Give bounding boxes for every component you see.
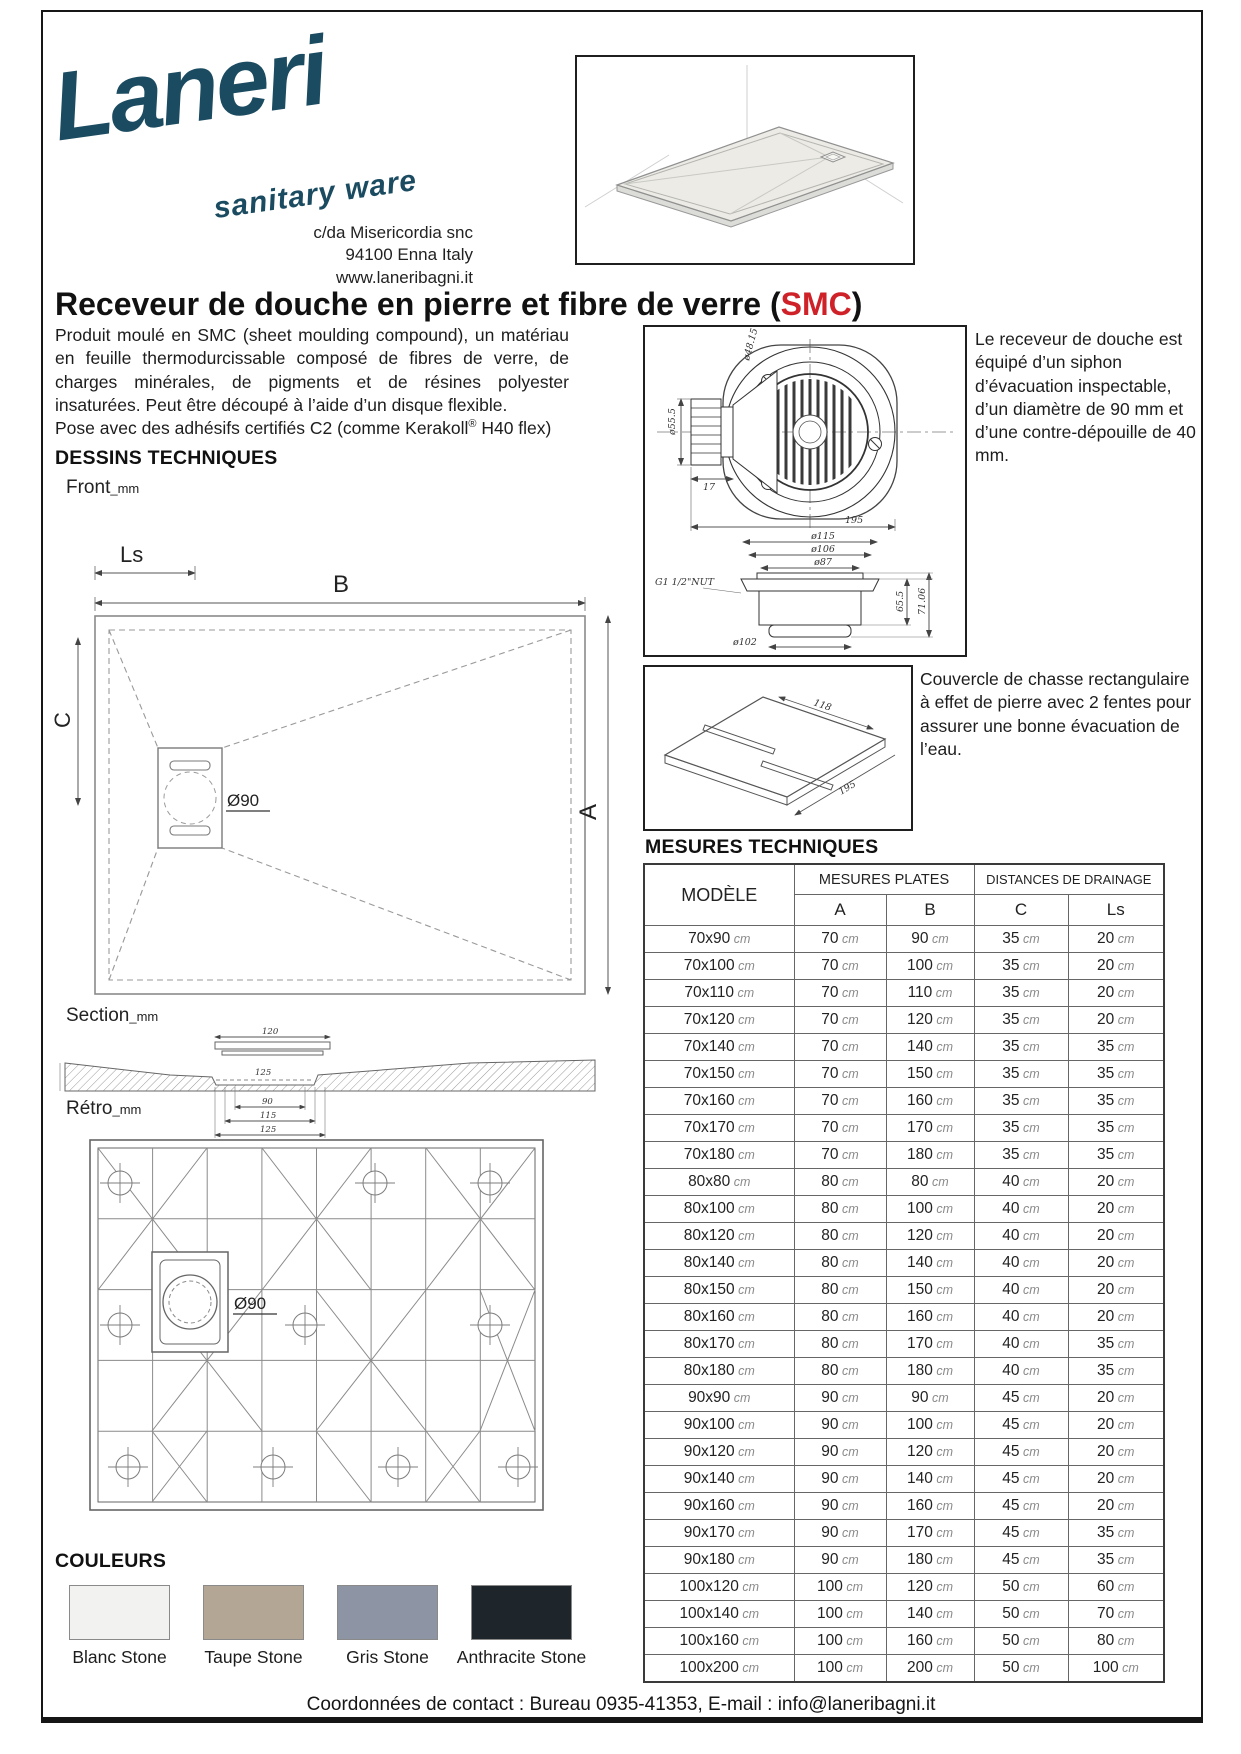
company-address <box>230 222 473 289</box>
smc-highlight: SMC <box>780 286 852 322</box>
address-line: c/da Misericordia snc <box>313 223 473 242</box>
cell-value: 80 cm <box>1068 1628 1164 1655</box>
cell-value: 35 cm <box>1068 1142 1164 1169</box>
cell-value: 170 cm <box>886 1520 974 1547</box>
siphon-dim-48: ø48.15 <box>741 327 761 362</box>
cell-value: 35 cm <box>974 1088 1068 1115</box>
color-label: Blanc Stone <box>72 1647 167 1667</box>
color-swatch <box>471 1585 572 1640</box>
brand-logo: Laneri <box>45 15 332 162</box>
cell-value: 90 cm <box>886 1385 974 1412</box>
color-label: Taupe Stone <box>204 1647 303 1667</box>
cell-value: 170 cm <box>886 1115 974 1142</box>
cell-value: 40 cm <box>974 1304 1068 1331</box>
cell-value: 35 cm <box>974 1061 1068 1088</box>
section-heading-dessins: DESSINS TECHNIQUES <box>55 447 278 469</box>
color-label: Gris Stone <box>346 1647 429 1667</box>
cell-value: 110 cm <box>886 980 974 1007</box>
table-row <box>644 1628 1164 1655</box>
cell-value: 35 cm <box>974 1115 1068 1142</box>
cell-model: 70x180 cm <box>644 1142 794 1169</box>
cell-model: 70x120 cm <box>644 1007 794 1034</box>
tray-3d-icon <box>577 57 909 259</box>
cell-value: 35 cm <box>1068 1520 1164 1547</box>
couvercle-drawing-box <box>643 665 913 831</box>
cell-value: 80 cm <box>794 1304 886 1331</box>
cell-value: 100 cm <box>886 953 974 980</box>
front-drain-label: Ø90 <box>227 791 260 810</box>
table-row <box>644 953 1164 980</box>
front-drawing-label: Front_mm <box>66 477 140 498</box>
cell-value: 45 cm <box>974 1412 1068 1439</box>
cell-value: 70 cm <box>794 980 886 1007</box>
cell-value: 20 cm <box>1068 1439 1164 1466</box>
retro-drain-label: Ø90 <box>234 1294 267 1313</box>
table-row <box>644 1358 1164 1385</box>
cell-model: 80x120 cm <box>644 1223 794 1250</box>
cell-value: 120 cm <box>886 1223 974 1250</box>
cell-value: 50 cm <box>974 1655 1068 1683</box>
cell-model: 90x120 cm <box>644 1439 794 1466</box>
cell-value: 90 cm <box>794 1493 886 1520</box>
cell-value: 20 cm <box>1068 926 1164 953</box>
cell-model: 100x120 cm <box>644 1574 794 1601</box>
hero-tray-drawing <box>575 55 915 265</box>
cell-value: 60 cm <box>1068 1574 1164 1601</box>
siphon-dim-17: 17 <box>703 482 716 493</box>
table-row <box>644 1223 1164 1250</box>
siphon-dim-55: ø55.5 <box>667 408 678 435</box>
cell-value: 150 cm <box>886 1061 974 1088</box>
cell-value: 40 cm <box>974 1196 1068 1223</box>
column-header-modele: MODÈLE <box>644 864 794 926</box>
cell-value: 90 cm <box>794 1385 886 1412</box>
cell-value: 50 cm <box>974 1601 1068 1628</box>
color-swatch <box>69 1585 170 1640</box>
cell-value: 160 cm <box>886 1088 974 1115</box>
table-row <box>644 926 1164 953</box>
table-row <box>644 1304 1164 1331</box>
cell-value: 20 cm <box>1068 1304 1164 1331</box>
cell-value: 70 cm <box>794 1007 886 1034</box>
section-dim-125-bottom: 125 <box>260 1125 277 1135</box>
cell-value: 20 cm <box>1068 1223 1164 1250</box>
cell-value: 90 cm <box>886 926 974 953</box>
cell-value: 40 cm <box>974 1358 1068 1385</box>
cell-value: 180 cm <box>886 1358 974 1385</box>
couvercle-dim-195: 195 <box>836 778 859 798</box>
cell-value: 180 cm <box>886 1547 974 1574</box>
couvercle-note: Couvercle de chasse rectangulaire à effet de pierre avec 2 fentes pour assurer une bonne évacuation de l’eau. <box>920 669 1192 759</box>
table-row <box>644 1493 1164 1520</box>
table-row <box>644 1169 1164 1196</box>
table-row <box>644 1088 1164 1115</box>
cell-value: 100 cm <box>886 1196 974 1223</box>
cell-model: 70x150 cm <box>644 1061 794 1088</box>
cell-value: 70 cm <box>794 1088 886 1115</box>
cell-value: 100 cm <box>794 1574 886 1601</box>
cell-value: 70 cm <box>794 1034 886 1061</box>
cell-value: 70 cm <box>794 1115 886 1142</box>
couvercle-dim-118: 118 <box>812 697 833 714</box>
cell-value: 45 cm <box>974 1520 1068 1547</box>
cell-value: 80 cm <box>794 1358 886 1385</box>
table-row <box>644 1466 1164 1493</box>
color-option <box>456 1585 587 1685</box>
mesures-table <box>643 863 1165 1683</box>
table-row <box>644 1574 1164 1601</box>
column-header-b: B <box>886 895 974 926</box>
cell-value: 160 cm <box>886 1304 974 1331</box>
table-row <box>644 1547 1164 1574</box>
cell-model: 90x90 cm <box>644 1385 794 1412</box>
cell-value: 170 cm <box>886 1331 974 1358</box>
siphon-nut-label: G1 1/2"NUT <box>655 577 714 588</box>
front-dim-a: A <box>575 803 602 820</box>
siphon-dim-87: ø87 <box>814 557 832 568</box>
cell-value: 160 cm <box>886 1493 974 1520</box>
cell-model: 80x180 cm <box>644 1358 794 1385</box>
color-swatches <box>69 1585 605 1685</box>
cell-value: 45 cm <box>974 1493 1068 1520</box>
intro-paragraph: Produit moulé en SMC (sheet moulding compound), un matériau en feuille thermodurcissable composé de fibres de verre, de charges minérales, de pigments et de résines polyester insaturées. Peut être découpé à l’aide d’un disque flexible. Pose avec des adhésifs certifiés C2 (comme Kerakoll® H40 flex) <box>55 324 569 440</box>
cell-value: 20 cm <box>1068 980 1164 1007</box>
cell-value: 80 cm <box>794 1169 886 1196</box>
table-row <box>644 1385 1164 1412</box>
brand-tagline: sanitary ware <box>211 163 420 226</box>
cell-value: 100 cm <box>794 1601 886 1628</box>
cell-model: 100x140 cm <box>644 1601 794 1628</box>
cell-value: 20 cm <box>1068 953 1164 980</box>
address-line: 94100 Enna Italy <box>345 245 473 265</box>
color-option <box>203 1585 304 1685</box>
siphon-dim-102: ø102 <box>733 637 757 648</box>
siphon-dim-65: 65.5 <box>895 590 906 612</box>
contact-footer: Coordonnées de contact : Bureau 0935-41353, E-mail : info@laneribagni.it <box>306 1694 936 1715</box>
siphon-note: Le receveur de douche est équipé d’un siphon d’évacuation inspectable, d’un diamètre de 90 mm et d’une contre-dépouille de 40 mm. <box>975 329 1196 466</box>
cell-value: 90 cm <box>794 1466 886 1493</box>
section-heading-couleurs: COULEURS <box>55 1550 167 1572</box>
cell-value: 35 cm <box>1068 1358 1164 1385</box>
section-drawing-label: Section_mm <box>66 1005 159 1026</box>
section-dim-115: 115 <box>260 1111 277 1121</box>
cell-model: 70x90 cm <box>644 926 794 953</box>
cell-value: 50 cm <box>974 1628 1068 1655</box>
table-row <box>644 1601 1164 1628</box>
cell-model: 100x200 cm <box>644 1655 794 1683</box>
section-heading-mesures: MESURES TECHNIQUES <box>645 836 879 858</box>
cell-model: 80x100 cm <box>644 1196 794 1223</box>
column-header-c: C <box>974 895 1068 926</box>
table-row <box>644 980 1164 1007</box>
cell-value: 45 cm <box>974 1547 1068 1574</box>
cell-value: 120 cm <box>886 1439 974 1466</box>
section-dim-90: 90 <box>262 1097 273 1107</box>
column-group-mesures-plates: MESURES PLATES <box>794 864 974 895</box>
cell-value: 20 cm <box>1068 1196 1164 1223</box>
cell-value: 20 cm <box>1068 1277 1164 1304</box>
cell-value: 20 cm <box>1068 1493 1164 1520</box>
cell-model: 70x140 cm <box>644 1034 794 1061</box>
column-group-distances-drainage: DISTANCES DE DRAINAGE <box>974 864 1164 895</box>
cell-model: 90x140 cm <box>644 1466 794 1493</box>
cell-model: 80x80 cm <box>644 1169 794 1196</box>
table-row <box>644 1007 1164 1034</box>
siphon-drawing-box <box>643 325 967 657</box>
color-label: Anthracite Stone <box>456 1647 587 1667</box>
table-row <box>644 1061 1164 1088</box>
cell-value: 140 cm <box>886 1034 974 1061</box>
siphon-dim-106: ø106 <box>811 544 835 555</box>
cell-value: 90 cm <box>794 1439 886 1466</box>
front-dim-ls: Ls <box>120 542 144 567</box>
cell-value: 40 cm <box>974 1250 1068 1277</box>
cell-value: 20 cm <box>1068 1385 1164 1412</box>
cell-value: 90 cm <box>794 1547 886 1574</box>
cell-model: 70x170 cm <box>644 1115 794 1142</box>
cell-value: 35 cm <box>1068 1547 1164 1574</box>
cell-value: 70 cm <box>794 953 886 980</box>
cell-value: 80 cm <box>794 1331 886 1358</box>
column-header-ls: Ls <box>1068 895 1164 926</box>
retro-technical-drawing <box>50 1125 630 1525</box>
cell-value: 40 cm <box>974 1277 1068 1304</box>
cell-value: 140 cm <box>886 1466 974 1493</box>
cell-value: 100 cm <box>794 1628 886 1655</box>
cell-value: 35 cm <box>1068 1115 1164 1142</box>
cell-value: 35 cm <box>974 980 1068 1007</box>
cell-value: 70 cm <box>1068 1601 1164 1628</box>
cell-value: 140 cm <box>886 1601 974 1628</box>
cell-value: 140 cm <box>886 1250 974 1277</box>
cell-value: 100 cm <box>886 1412 974 1439</box>
table-row <box>644 1520 1164 1547</box>
cell-value: 35 cm <box>974 926 1068 953</box>
cell-value: 20 cm <box>1068 1466 1164 1493</box>
table-row <box>644 1034 1164 1061</box>
cell-value: 180 cm <box>886 1142 974 1169</box>
cell-value: 150 cm <box>886 1277 974 1304</box>
mesures-table-header <box>644 864 1164 926</box>
cell-model: 90x170 cm <box>644 1520 794 1547</box>
mesures-rows <box>644 926 1164 1683</box>
table-row <box>644 1196 1164 1223</box>
cell-value: 80 cm <box>886 1169 974 1196</box>
cell-value: 35 cm <box>974 953 1068 980</box>
couvercle-technical-drawing <box>645 667 907 825</box>
table-row <box>644 1331 1164 1358</box>
cell-value: 90 cm <box>794 1412 886 1439</box>
table-row <box>644 1277 1164 1304</box>
siphon-technical-drawing <box>645 327 961 651</box>
siphon-dim-71: 71.06 <box>917 587 928 615</box>
cell-value: 35 cm <box>1068 1088 1164 1115</box>
front-dim-c: C <box>50 712 75 728</box>
cell-value: 35 cm <box>1068 1061 1164 1088</box>
intro-pose-line: Pose avec des adhésifs certifiés C2 (comme Kerakoll® H40 flex) <box>55 418 552 439</box>
cell-value: 90 cm <box>794 1520 886 1547</box>
section-dim-125-top: 125 <box>255 1068 272 1078</box>
cell-value: 160 cm <box>886 1628 974 1655</box>
color-swatch <box>337 1585 438 1640</box>
cell-model: 70x100 cm <box>644 953 794 980</box>
cell-value: 40 cm <box>974 1223 1068 1250</box>
cell-value: 35 cm <box>974 1142 1068 1169</box>
color-option <box>337 1585 438 1685</box>
cell-value: 35 cm <box>1068 1331 1164 1358</box>
cell-model: 80x170 cm <box>644 1331 794 1358</box>
table-row <box>644 1115 1164 1142</box>
cell-value: 100 cm <box>1068 1655 1164 1683</box>
cell-value: 100 cm <box>794 1655 886 1683</box>
cell-model: 80x140 cm <box>644 1250 794 1277</box>
cell-value: 45 cm <box>974 1439 1068 1466</box>
table-row <box>644 1142 1164 1169</box>
siphon-dim-195: 195 <box>845 515 864 526</box>
cell-value: 80 cm <box>794 1196 886 1223</box>
cell-value: 20 cm <box>1068 1007 1164 1034</box>
cell-model: 90x160 cm <box>644 1493 794 1520</box>
color-option <box>69 1585 170 1685</box>
website-url: www.laneribagni.it <box>335 267 473 287</box>
cell-value: 80 cm <box>794 1223 886 1250</box>
cell-model: 70x110 cm <box>644 980 794 1007</box>
cell-value: 20 cm <box>1068 1412 1164 1439</box>
front-technical-drawing <box>50 470 630 1015</box>
page-title: Receveur de douche en pierre et fibre de verre (SMC) <box>55 286 863 322</box>
cell-value: 120 cm <box>886 1574 974 1601</box>
cell-model: 80x160 cm <box>644 1304 794 1331</box>
column-header-a: A <box>794 895 886 926</box>
cell-model: 70x160 cm <box>644 1088 794 1115</box>
cell-value: 80 cm <box>794 1277 886 1304</box>
cell-value: 40 cm <box>974 1169 1068 1196</box>
front-dim-b: B <box>333 571 350 598</box>
cell-value: 70 cm <box>794 1142 886 1169</box>
table-row <box>644 1439 1164 1466</box>
siphon-dim-115: ø115 <box>811 531 835 542</box>
section-dim-120: 120 <box>262 1027 279 1037</box>
cell-model: 80x150 cm <box>644 1277 794 1304</box>
cell-value: 35 cm <box>974 1007 1068 1034</box>
table-row <box>644 1655 1164 1683</box>
cell-value: 35 cm <box>1068 1034 1164 1061</box>
retro-drawing-label: Rétro_mm <box>66 1098 142 1119</box>
cell-value: 80 cm <box>794 1250 886 1277</box>
table-row <box>644 1412 1164 1439</box>
cell-value: 40 cm <box>974 1331 1068 1358</box>
cell-model: 90x180 cm <box>644 1547 794 1574</box>
cell-value: 20 cm <box>1068 1169 1164 1196</box>
cell-value: 20 cm <box>1068 1250 1164 1277</box>
cell-model: 90x100 cm <box>644 1412 794 1439</box>
table-row <box>644 1250 1164 1277</box>
color-swatch <box>203 1585 304 1640</box>
cell-value: 35 cm <box>974 1034 1068 1061</box>
cell-value: 45 cm <box>974 1466 1068 1493</box>
cell-value: 70 cm <box>794 926 886 953</box>
cell-value: 45 cm <box>974 1385 1068 1412</box>
cell-model: 100x160 cm <box>644 1628 794 1655</box>
cell-value: 50 cm <box>974 1574 1068 1601</box>
cell-value: 120 cm <box>886 1007 974 1034</box>
cell-value: 200 cm <box>886 1655 974 1683</box>
cell-value: 70 cm <box>794 1061 886 1088</box>
